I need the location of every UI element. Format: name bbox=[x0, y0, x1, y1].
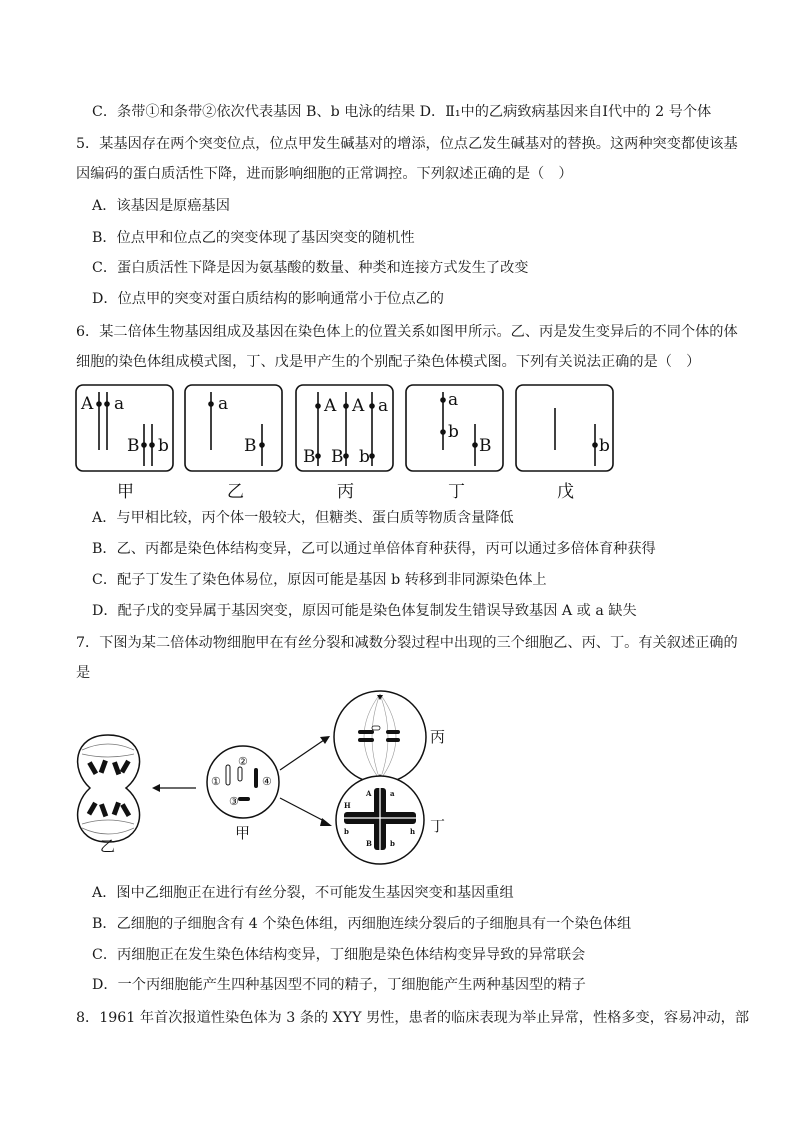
q6-stem-line2: 细胞的染色体组成模式图，丁、戊是甲产生的个别配子染色体模式图。下列有关说法正确的是（ ） bbox=[76, 354, 701, 370]
panel-label-jia: 甲 bbox=[117, 482, 134, 502]
q4-option-c-d: C．条带①和条带②依次代表基因 B、b 电泳的结果 D．Ⅱ₁中的乙病致病基因来自Ⅰ代中的 2 号个体 bbox=[92, 104, 712, 120]
chromosome-num-3: ③ bbox=[229, 795, 239, 808]
ding-gene-H: H bbox=[344, 801, 351, 810]
gene-a-ding: a bbox=[448, 390, 459, 410]
q6-option-a: A．与甲相比较，丙个体一般较大，但糖类、蛋白质等物质含量降低 bbox=[92, 510, 514, 526]
q6-option-b: B．乙、丙都是染色体结构变异，乙可以通过单倍体育种获得，丙可以通过多倍体育种获得 bbox=[92, 541, 656, 557]
cell-bing bbox=[334, 691, 426, 783]
cell-label-bing: 丙 bbox=[430, 728, 446, 746]
gene-a-bing: a bbox=[378, 396, 389, 416]
gene-b-jia: b bbox=[158, 436, 169, 456]
q7-option-a: A．图中乙细胞正在进行有丝分裂，不可能发生基因突变和基因重组 bbox=[92, 885, 514, 901]
cell-label-ding: 丁 bbox=[430, 817, 446, 835]
panel-yi-box bbox=[185, 385, 282, 471]
q6-option-d: D．配子戊的变异属于基因突变，原因可能是染色体复制发生错误导致基因 A 或 a 缺失 bbox=[92, 603, 637, 619]
gene-b-wu: b bbox=[599, 436, 610, 456]
q5-option-d: D．位点甲的突变对蛋白质结构的影响通常小于位点乙的 bbox=[92, 291, 444, 307]
cell-label-jia: 甲 bbox=[235, 824, 251, 842]
q7-option-d: D．一个丙细胞能产生四种基因型不同的精子，丁细胞能产生两种基因型的精子 bbox=[92, 977, 586, 993]
gene-B-bing-1: B bbox=[303, 447, 316, 467]
ding-gene-a: a bbox=[390, 789, 395, 798]
ding-gene-b2: b bbox=[390, 839, 395, 848]
gene-A-jia: A bbox=[81, 394, 94, 414]
gene-B-jia: B bbox=[127, 436, 140, 456]
ding-gene-A: A bbox=[366, 789, 372, 798]
gene-B-bing-2: B bbox=[331, 447, 344, 467]
q5-option-c: C．蛋白质活性下降是因为氨基酸的数量、种类和连接方式发生了改变 bbox=[92, 260, 529, 276]
ding-gene-b1: b bbox=[344, 827, 349, 836]
gene-B-yi: B bbox=[244, 436, 257, 456]
q7-option-b: B．乙细胞的子细胞含有 4 个染色体组，丙细胞连续分裂后的子细胞具有一个染色体组 bbox=[92, 916, 632, 932]
chromosome-num-4: ④ bbox=[262, 775, 272, 788]
q5-stem-line1: 5．某基因存在两个突变位点，位点甲发生碱基对的增添，位点乙发生碱基对的替换。这两种突变都使该基 bbox=[76, 136, 738, 152]
q8-stem-line1: 8．1961 年首次报道性染色体为 3 条的 XYY 男性，患者的临床表现为举止异常，性格多变，容易冲动，部 bbox=[76, 1010, 750, 1026]
q7-cell-division-figure bbox=[68, 690, 468, 866]
ding-gene-B: B bbox=[366, 839, 372, 848]
q7-stem-line2: 是 bbox=[76, 665, 91, 681]
gene-A-bing-1: A bbox=[324, 396, 337, 416]
q5-option-b: B．位点甲和位点乙的突变体现了基因突变的随机性 bbox=[92, 230, 415, 246]
panel-label-yi: 乙 bbox=[227, 482, 244, 502]
chromosome-num-2: ② bbox=[238, 755, 248, 768]
gene-a-jia: a bbox=[114, 394, 125, 414]
q7-stem-line1: 7．下图为某二倍体动物细胞甲在有丝分裂和减数分裂过程中出现的三个细胞乙、丙、丁。有关叙述正确的 bbox=[76, 635, 738, 651]
q6-stem-line1: 6．某二倍体生物基因组成及基因在染色体上的位置关系如图甲所示。乙、丙是发生变异后的不同个体的体 bbox=[76, 324, 738, 340]
chromosome-num-1: ① bbox=[211, 775, 221, 788]
panel-label-bing: 丙 bbox=[337, 482, 354, 502]
gene-a-yi: a bbox=[218, 394, 229, 414]
gene-b-ding: b bbox=[448, 422, 459, 442]
panel-label-wu: 戊 bbox=[557, 482, 574, 502]
cell-yi bbox=[78, 735, 140, 842]
q7-option-c: C．丙细胞正在发生染色体结构变异，丁细胞是染色体结构变异导致的异常联会 bbox=[92, 947, 586, 963]
q6-option-c: C．配子丁发生了染色体易位，原因可能是基因 b 转移到非同源染色体上 bbox=[92, 572, 547, 588]
cell-label-yi: 乙 bbox=[100, 837, 116, 855]
q5-option-a: A．该基因是原癌基因 bbox=[92, 198, 230, 214]
gene-A-bing-2: A bbox=[352, 396, 365, 416]
ding-gene-h: h bbox=[410, 827, 416, 836]
gene-b-bing: b bbox=[359, 447, 370, 467]
q5-stem-line2: 因编码的蛋白质活性下降，进而影响细胞的正常调控。下列叙述正确的是（ ） bbox=[76, 166, 573, 182]
panel-label-ding: 丁 bbox=[448, 482, 465, 502]
panel-wu-box bbox=[516, 385, 613, 471]
gene-B-ding: B bbox=[479, 436, 492, 456]
